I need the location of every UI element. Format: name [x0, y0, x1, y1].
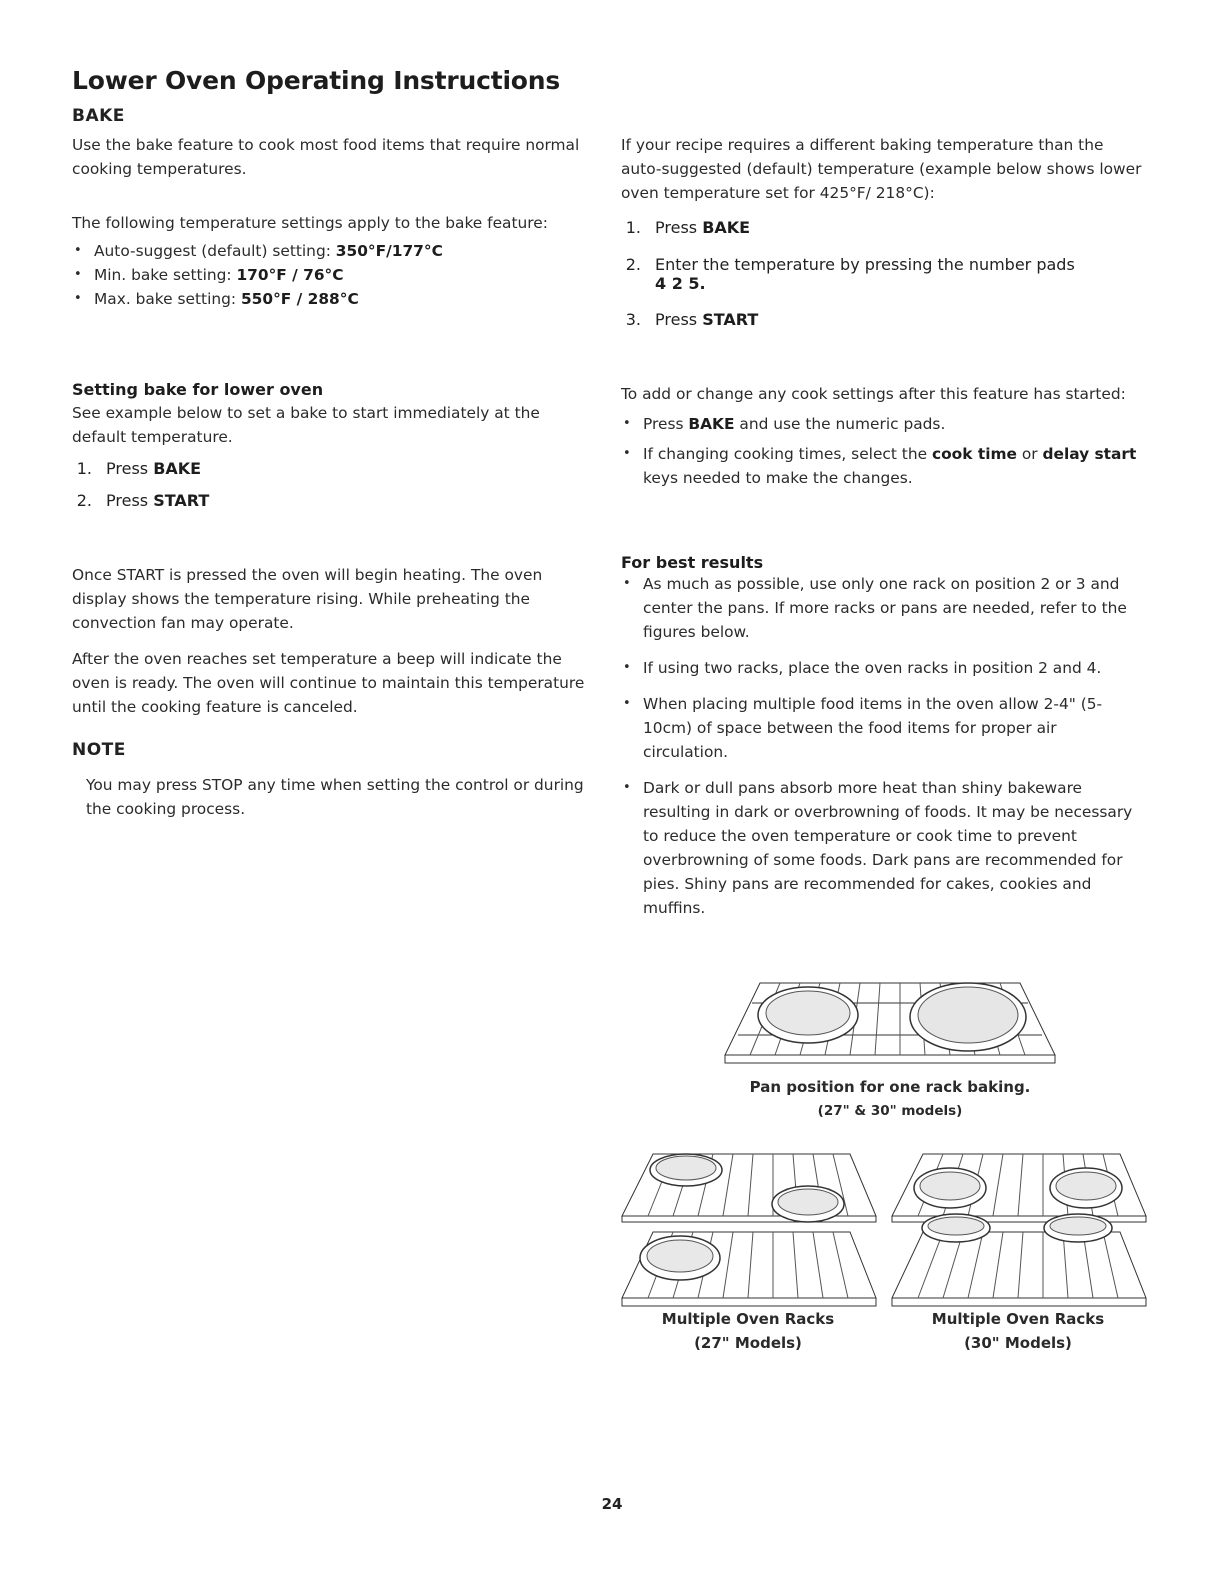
- multi-rack-30-caption-models: (30" Models): [964, 1334, 1072, 1352]
- step-item: 1. Press BAKE: [625, 218, 751, 237]
- best-results-heading: For best results: [621, 553, 764, 572]
- multi-rack-27-caption-models: (27" Models): [694, 1334, 802, 1352]
- note-text: You may press STOP any time when setting the control or during the cooking process.: [86, 776, 584, 818]
- setting-bake-text: See example below to set a bake to start immediately at the default temperature.: [72, 404, 540, 446]
- best-results-section: [621, 553, 1146, 920]
- multi-rack-30-illustration: [888, 1148, 1150, 1310]
- list-item: • When placing multiple food items in the oven allow 2-4" (5-10cm) of space between the food items for proper air circulation.: [621, 692, 1146, 764]
- step-item: 1. Press BAKE: [76, 459, 202, 478]
- step-item: 2. Enter the temperature by pressing the number pads 4 2 5.: [625, 255, 1075, 293]
- page-title: Lower Oven Operating Instructions: [72, 66, 561, 95]
- change-settings-section: [621, 382, 1146, 490]
- heating-section: [72, 563, 597, 719]
- step-item: 2. Press START: [76, 491, 210, 510]
- one-rack-caption-models: (27" & 30" models): [817, 1103, 963, 1119]
- list-item: • Max. bake setting: 550°F / 288°C: [72, 287, 597, 311]
- number-pads-value: 4 2 5.: [655, 274, 706, 293]
- page-number: 24: [601, 1495, 623, 1513]
- list-item: • If using two racks, place the oven racks in position 2 and 4.: [621, 656, 1146, 680]
- list-item: • If changing cooking times, select the cook time or delay start keys needed to make the changes.: [621, 442, 1146, 490]
- section-title-bake: BAKE: [72, 106, 125, 126]
- one-rack-caption: [690, 1075, 1090, 1123]
- ready-paragraph: After the oven reaches set temperature a beep will indicate the oven is ready. The oven will continue to maintain this temperature until the cooking feature is canceled.: [72, 650, 585, 716]
- setting-bake-heading: Setting bake for lower oven: [72, 380, 324, 399]
- one-rack-illustration: [720, 975, 1060, 1073]
- temps-intro: The following temperature settings apply to the bake feature:: [72, 214, 548, 232]
- bake-intro: Use the bake feature to cook most food items that require normal cooking temperatures.: [72, 136, 580, 178]
- list-item: • Dark or dull pans absorb more heat than shiny bakeware resulting in dark or overbrowning of foods. It may be necessary to reduce the oven temperature or cook time to prevent overbrowning of some foods. Dark pans are recommended for pies. Shiny pans are recommended for cakes, cookies and muffins.: [621, 776, 1146, 920]
- list-item: • Auto-suggest (default) setting: 350°F/177°C: [72, 239, 597, 263]
- best-results-list: [621, 572, 1146, 920]
- list-item: • As much as possible, use only one rack on position 2 or 3 and center the pans. If more racks or pans are needed, refer to the figures below.: [621, 572, 1146, 644]
- note-title: NOTE: [72, 740, 126, 760]
- multi-rack-30-caption: [888, 1307, 1148, 1355]
- list-item: • Press BAKE and use the numeric pads.: [621, 412, 1146, 436]
- custom-temp-intro: If your recipe requires a different baking temperature than the auto-suggested (default) temperature (example below shows lower oven temperature set for 425°F/ 218°C):: [621, 136, 1142, 202]
- heating-paragraph: Once START is pressed the oven will begin heating. The oven display shows the temperature rising. While preheating the convection fan may operate.: [72, 566, 543, 632]
- multi-rack-27-caption-title: Multiple Oven Racks: [661, 1310, 835, 1328]
- step-item: 3. Press START: [625, 310, 759, 329]
- change-intro: To add or change any cook settings after this feature has started:: [621, 385, 1126, 403]
- list-item: • Min. bake setting: 170°F / 76°C: [72, 263, 597, 287]
- one-rack-caption-title: Pan position for one rack baking.: [749, 1078, 1031, 1096]
- temperature-list: [72, 239, 597, 311]
- multi-rack-27-caption: [618, 1307, 878, 1355]
- right-column: [621, 133, 1146, 329]
- setting-bake-section: [72, 380, 597, 510]
- multi-rack-30-caption-title: Multiple Oven Racks: [931, 1310, 1105, 1328]
- change-list: [621, 412, 1146, 490]
- multi-rack-27-illustration: [618, 1148, 880, 1310]
- left-column: [72, 133, 597, 311]
